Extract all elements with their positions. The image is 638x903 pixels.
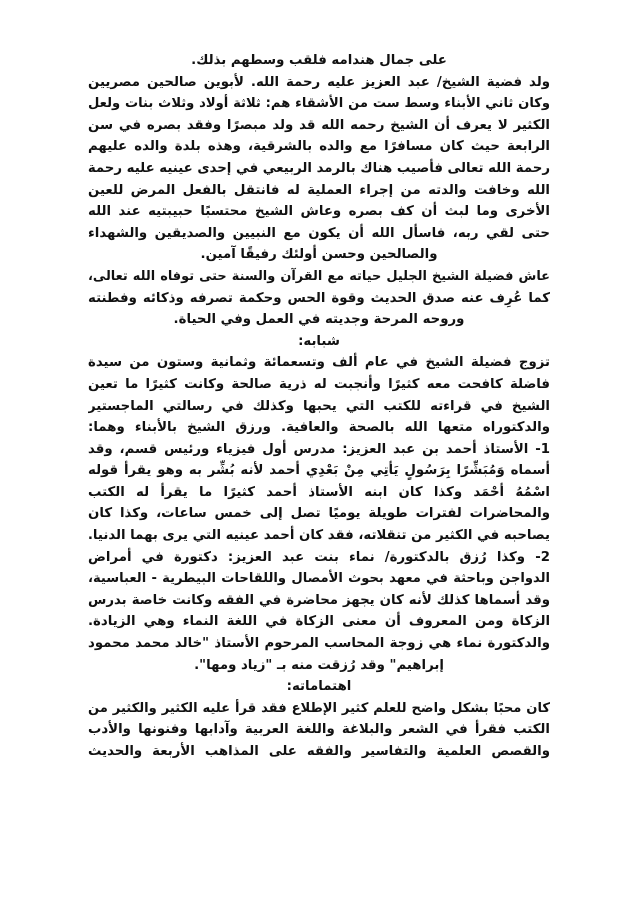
text-line: 2- وكذا رُزق بالدكتورة/ نماء بنت عبد العزيز: دكتورة في أمراض	[88, 549, 550, 565]
text-line: على جمال هندامه فلقب وسطهم بذلك.	[191, 53, 447, 68]
text-line: الأخرى وما لبث أن كف بصره وعاش الشيخ محتسبًا حبيبتيه عند الله	[88, 204, 550, 220]
text-line: والصالحين وحسن أولئك رفيقًا آمين.	[200, 247, 438, 263]
section-heading-interests: اهتماماته:	[286, 679, 352, 695]
text-line: وكان ثاني الأبناء وسط ست من الأشقاء هم: ثلاثة أولاد وثلاث بنات ولعل	[88, 96, 550, 112]
text-line: أسماه وَمُبَشِّرًا بِرَسُولٍ يَأْتِي مِنْ بَعْدِي أَحمد لأنه بُشِّر به وهو يقرأ قوله	[88, 463, 550, 479]
text-line: كان محبًا بشكل واضح للعلم كثير الإطلاع فقد قرأ عليه الكثير والكثير من	[88, 700, 550, 716]
text-line: فاضلة كافحت معه كثيرًا وأنجبت له ذرية صالحة وكانت كثيرًا ما تعين	[88, 376, 550, 392]
text-line: كما عُرِف عنه صدق الحديث وقوة الحس وحكمة تصرفه وذكائه وفطنته	[88, 290, 550, 306]
text-line: اسْمُهُ أَحْمَد وكذا كان ابنه الأستاذ أحمد كثيرًا ما يقرأ له الكتب	[88, 484, 550, 500]
text-line: والدكتوراه متعها الله بالصحة والعافية. ورزق الشيخ بالأبناء وهما:	[88, 420, 550, 436]
text-line: وقد أسماها كذلك لأنه كان يجهز محاضرة في الفقه وكانت خاصة بدرس	[88, 592, 550, 608]
text-line: الله وخافت والدته من إجراء العملية له فانتقل بالفعل المرض للعين	[88, 182, 550, 198]
text-line: الزكاة ومن المعروف أن معنى الزكاة في اللغة النماء وهي الزيادة.	[88, 614, 550, 630]
text-line: رحمة الله تعالى فأصيب هناك بالرمد الربيعي في إحدى عينيه عليه رحمة	[88, 160, 550, 176]
text-line: والقصص العلمية والتفاسير والفقه على المذاهب الأربعة والحديث	[88, 744, 550, 759]
text-line: الرابعة حيث كان مسافرًا مع والده بالشرقية، وهذه بلدة والده عليهم	[88, 139, 550, 155]
document-page	[88, 50, 550, 763]
text-line: يصاحبه في الكثير من تنقلاته، فقد كان أحمد عينيه التي يرى بهما الدنيا.	[88, 528, 550, 544]
text-line: 1- الأستاذ أحمد بن عبد العزيز: مدرس أول فيزياء ورئيس قسم، وقد	[88, 441, 550, 457]
text-line: إبراهيم" وقد رُزقت منه بـ "زياد ومها".	[194, 657, 444, 673]
section-heading-youth: شبابه:	[298, 333, 340, 349]
text-line: الكتب فقرأ في الشعر والبلاغة واللغة العربية وآدابها وفنونها والأدب	[88, 722, 550, 738]
text-line: الدواجن وباحثة في معهد بحوث الأمصال واللقاحات البيطرية - العباسية،	[88, 571, 550, 587]
text-line: حتى لقي ربه، فاسأل الله أن يكون مع النبيين والصديقين والشهداء	[88, 225, 550, 241]
text-line: ولد فضية الشيخ/ عبد العزيز عليه رحمة الله. لأبوين صالحين مصريين	[88, 74, 550, 90]
text-line: تزوج فضيلة الشيخ في عام ألف وتسعمائة وثمانية وستون من سيدة	[88, 355, 550, 371]
text-line: والمحاضرات لفترات طويلة يوميًا تصل إلى خمس ساعات، وكذا كان	[88, 506, 550, 522]
text-line: الشيخ في قراءته للكتب التي يحبها وكذلك في رسالتي الماجستير	[88, 398, 550, 414]
text-line: الكثير لا يعرف أن الشيخ رحمه الله قد ولد مبصرًا وفقد بصره في سن	[88, 117, 550, 133]
text-line: والدكتورة نماء هي زوجة المحاسب المرحوم الأستاذ "خالد محمد محمود	[88, 636, 550, 652]
text-line: وروحه المرحة وجديته في العمل وفي الحياة.	[173, 312, 465, 328]
text-line: عاش فضيلة الشيخ الجليل حياته مع القرآن والسنة حتى توفاه الله تعالى،	[88, 268, 550, 284]
